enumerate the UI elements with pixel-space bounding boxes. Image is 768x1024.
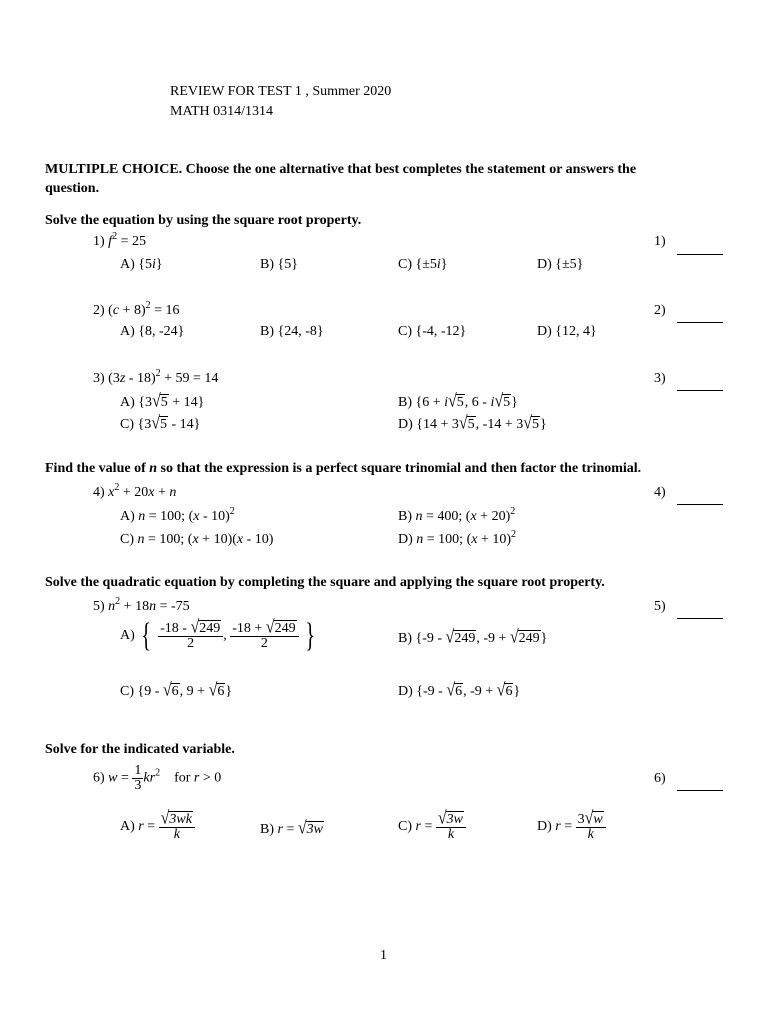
answer-blank-6[interactable] [677, 790, 723, 791]
question-6-stem: 6) w = $\frac{1}{3}$ $kr^2$ for r > 0 [93, 763, 222, 793]
q4-option-b: B) n = 400; $(x + 20)^2$ [398, 506, 516, 524]
q6-option-d: D) r = $\frac{3√w}{k}$ [537, 812, 606, 842]
question-4-stem: 4) $x^2 + 20x + n$ [93, 482, 177, 500]
q4-option-d: D) n = 100; $(x + 10)^2$ [398, 529, 517, 547]
q4-option-a: A) n = 100; (x - 10)$^2$ [120, 506, 235, 524]
question-2-stem: 2) $(c + 8)^2 = 16$ [93, 300, 180, 318]
q2-option-a: A) {8, -24} [120, 324, 185, 339]
instructions-line-2: question. [45, 181, 100, 196]
q2-option-c: C) {-4, -12} [398, 324, 467, 339]
q1-option-c: C) {±5i} [398, 257, 448, 272]
section-heading-completing-square: Solve the quadratic equation by completing the square and applying the square root property. [45, 575, 605, 590]
question-number: 1) [93, 234, 105, 249]
answer-label-1: 1) [654, 234, 666, 249]
q1-option-a: A) {5i} [120, 257, 163, 272]
q5-option-d: D) {-9 - √6, -9 + √6} [398, 680, 521, 701]
q3-option-a: A) {3√5 + 14} [120, 391, 205, 412]
answer-blank-4[interactable] [677, 504, 723, 505]
section-heading-square-root: Solve the equation by using the square root property. [45, 213, 362, 228]
q6-option-b: B) r = √3w [260, 818, 323, 839]
q1-option-d: D) {±5} [537, 257, 584, 272]
q6-option-a: A) r = $\frac{√3wk}{k}$ [120, 812, 195, 842]
question-1-stem: 1) $f^2 = 25$ [93, 231, 146, 249]
question-5-stem: 5) $n^2 + 18n = -75$ [93, 596, 190, 614]
answer-label-6: 6) [654, 771, 666, 786]
section-heading-indicated-variable: Solve for the indicated variable. [45, 742, 235, 757]
q5-option-b: B) {-9 - √249, -9 + √249} [398, 627, 548, 648]
instructions-line-1: MULTIPLE CHOICE. Choose the one alternative that best completes the statement or answers the [45, 162, 637, 177]
q1-option-b: B) {5} [260, 257, 298, 272]
answer-label-3: 3) [654, 371, 666, 386]
answer-blank-1[interactable] [677, 254, 723, 255]
q5-option-c: C) {9 - √6, 9 + √6} [120, 680, 233, 701]
q3-option-b: B) {6 + i√5, 6 - i√5} [398, 391, 518, 412]
q5-option-a: A) { $\frac{-18 - √249}{2}$ , $\frac{-18 + √249}{2}$ } [120, 617, 316, 654]
answer-label-5: 5) [654, 599, 666, 614]
q3-option-c: C) {3√5 - 14} [120, 413, 201, 434]
question-3-stem: 3) (3z - 18)$^2$ + 59 = 14 [93, 368, 219, 386]
q4-option-c: C) n = 100; (x + 10)(x - 10) [120, 532, 274, 547]
q3-option-d: D) {14 + 3√5, -14 + 3√5} [398, 413, 547, 434]
answer-label-2: 2) [654, 303, 666, 318]
q2-option-b: B) {24, -8} [260, 324, 324, 339]
page-number: 1 [380, 948, 387, 963]
course-code: MATH 0314/1314 [170, 104, 274, 119]
test-title: REVIEW FOR TEST 1 , Summer 2020 [170, 84, 392, 99]
q6-option-c: C) r = $\frac{√3w}{k}$ [398, 812, 466, 842]
answer-blank-5[interactable] [677, 618, 723, 619]
section-heading-perfect-square: Find the value of n so that the expression is a perfect square trinomial and then factor the trinomial. [45, 461, 642, 476]
answer-blank-2[interactable] [677, 322, 723, 323]
answer-label-4: 4) [654, 485, 666, 500]
q2-option-d: D) {12, 4} [537, 324, 597, 339]
answer-blank-3[interactable] [677, 390, 723, 391]
